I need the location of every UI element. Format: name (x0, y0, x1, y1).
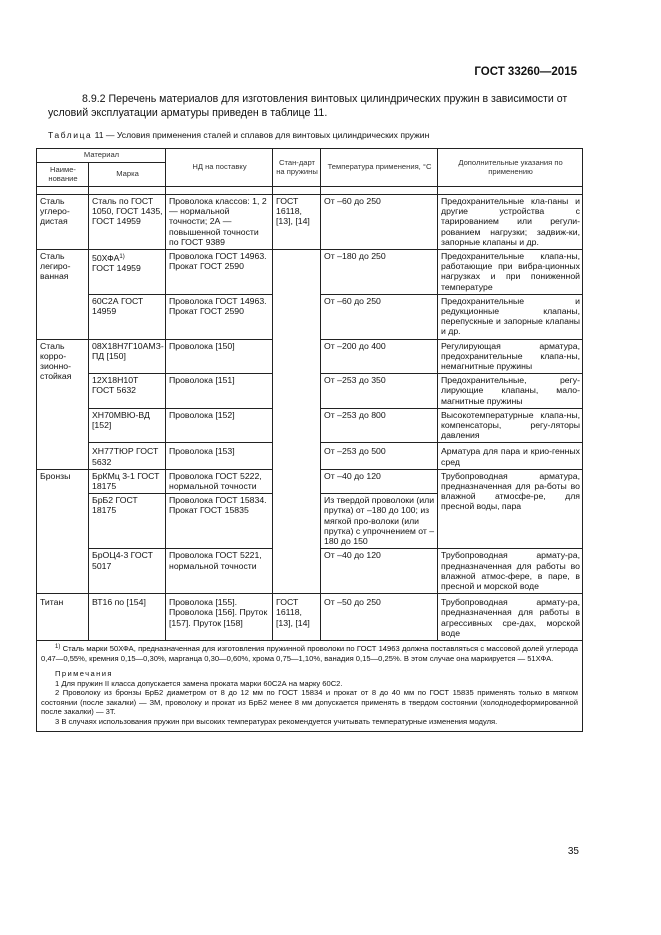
col-name-header: Наиме-нование (37, 163, 89, 187)
cell-standard: ГОСТ 16118, [13], [14] (273, 594, 321, 641)
note-item: 3 В случаях использования пружин при высоких температурах рекомендуется учитывать температурные изменения модуля. (55, 717, 498, 727)
cell-grade: 12Х18Н10Т ГОСТ 5632 (89, 374, 166, 409)
cell-temperature: От –253 до 800 (321, 408, 438, 443)
cell-extra: Предохранительные кла-паны и другие устройства с тарированием или регули-рованием нагрузки; задвиж-ки, запорные клапаны и др. (438, 195, 583, 250)
cell-nd: Проволока [152] (166, 408, 273, 443)
notes-heading: Примечания (55, 669, 113, 679)
cell-name: Сталь корро-зионно-стойкая (37, 339, 89, 469)
footnote-mark: 1) (119, 254, 125, 261)
cell-grade: 60С2А ГОСТ 14959 (89, 294, 166, 339)
footnote (41, 644, 578, 663)
cell-temperature: От –40 до 120 (321, 549, 438, 594)
cell-temperature: Из твердой проволоки (или прутка) от –180 до 100; из мягкой про-волоки (или прутка) с упрочнением от –180 до 150 (321, 494, 438, 549)
cell-grade: ХН77ТЮР ГОСТ 5632 (89, 443, 166, 469)
table-row (37, 195, 583, 250)
footnote-mark: 1) (55, 643, 61, 650)
cell-extra: Регулирующая арматура, предохранительные клапа-ны, немагнитные пружины (438, 339, 583, 374)
cell-nd: Проволока классов: 1, 2 — нормальной точности; 2А — повышенной точности по ГОСТ 9389 (166, 195, 273, 250)
cell-grade: ВТ16 по [154] (89, 594, 166, 641)
cell-grade: 08Х18Н7Г10АМЗ-ПД [150] (89, 339, 166, 374)
note-item: 2 Проволоку из бронзы БрБ2 диаметром от 8 до 12 мм по ГОСТ 15834 и прокат от 8 до 40 мм по ГОСТ 15835 применять только в мягком состоянии (после закалки) — ЗМ, проволоку и прокат из БрБ2 менее 8 мм допускается применять в твердом состоянии (холоднодеформированной после закалки) — 3Т. (41, 688, 579, 717)
table-caption-label: Таблица (48, 130, 93, 140)
cell-extra: Трубопроводная армату-ра, предназначенная для работы во влажной атмос-фере, в паре, в пресной и морской воде (438, 549, 583, 594)
cell-grade (89, 250, 166, 295)
grade-text: 50ХФА (92, 253, 120, 264)
col-temperature-header: Температура применения, °С (321, 149, 438, 187)
cell-extra: Трубопроводная арматура, предназначенная для ра-боты во влажной атмосфе-ре, для пресной воды, пара (438, 469, 583, 548)
document-code: ГОСТ 33260—2015 (474, 66, 577, 78)
cell-temperature: От –50 до 250 (321, 594, 438, 641)
cell-standard: ГОСТ 16118, [13], [14] (273, 195, 321, 250)
cell-extra: Трубопроводная армату-ра, предназначенная для работы в агрессивных сре-дах, морской воде (438, 594, 583, 641)
cell-extra: Предохранительные и редукционные клапаны, перепускные и запорные клапаны и др. (438, 294, 583, 339)
cell-nd: Проволока ГОСТ 5222, нормальной точности (166, 469, 273, 493)
grade-standard: ГОСТ 14959 (92, 263, 141, 274)
col-standard-header: Стан-дарт на пружины (273, 149, 321, 187)
cell-name: Бронзы (37, 469, 89, 593)
cell-temperature: От –40 до 120 (321, 469, 438, 493)
table-spacer-row (37, 187, 583, 195)
cell-nd: Проволока ГОСТ 14963. Прокат ГОСТ 2590 (166, 294, 273, 339)
cell-grade: БрКМц 3-1 ГОСТ 18175 (89, 469, 166, 493)
cell-extra: Арматура для пара и крио-генных сред (438, 443, 583, 469)
cell-temperature: От –180 до 250 (321, 250, 438, 295)
cell-standard (273, 250, 321, 594)
cell-nd: Проволока ГОСТ 5221, нормальной точности (166, 549, 273, 594)
note-item: 1 Для пружин II класса допускается замена проката марки 60С2А на марку 60С2. (55, 678, 343, 688)
cell-nd: Проволока ГОСТ 14963. Прокат ГОСТ 2590 (166, 250, 273, 295)
cell-temperature: От –60 до 250 (321, 294, 438, 339)
cell-nd: Проволока [155]. Проволока [156]. Пруток [157]. Пруток [158] (166, 594, 273, 641)
cell-nd: Проволока [151] (166, 374, 273, 409)
table-row (37, 594, 583, 641)
cell-grade: Сталь по ГОСТ 1050, ГОСТ 1435, ГОСТ 14959 (89, 195, 166, 250)
table-caption (48, 130, 429, 140)
col-grade-header: Марка (89, 163, 166, 187)
page-number: 35 (567, 846, 579, 857)
cell-temperature: От –253 до 350 (321, 374, 438, 409)
table-caption-text: 11 — Условия применения сталей и сплавов для винтовых цилиндрических пружин (94, 130, 430, 140)
table-row (37, 250, 583, 295)
cell-temperature: От –60 до 250 (321, 195, 438, 250)
cell-extra: Высокотемпературные клапа-ны, компенсаторы, регу-ляторы давления (438, 408, 583, 443)
cell-grade: БрОЦ4-3 ГОСТ 5017 (89, 549, 166, 594)
table-footer (37, 640, 583, 731)
intro-paragraph: 8.9.2 Перечень материалов для изготовления винтовых цилиндрических пружин в зависимости от условий эксплуатации арматуры приведен в таблице 11. (48, 93, 568, 119)
col-extra-header: Дополнительные указания по применению (438, 149, 583, 187)
cell-nd: Проволока ГОСТ 15834. Прокат ГОСТ 15835 (166, 494, 273, 549)
cell-name: Титан (37, 594, 89, 641)
cell-nd: Проволока [153] (166, 443, 273, 469)
cell-extra: Предохранительные клапа-ны, работающие при вибра-ционных нагрузках и при пониженной температуре (438, 250, 583, 295)
col-nd-header: НД на поставку (166, 149, 273, 187)
cell-grade: ХН70МВЮ-ВД [152] (89, 408, 166, 443)
cell-nd: Проволока [150] (166, 339, 273, 374)
cell-name: Сталь углеро-дистая (37, 195, 89, 250)
cell-extra: Предохранительные, регу-лирующие клапаны, мало-магнитные пружины (438, 374, 583, 409)
cell-temperature: От –253 до 500 (321, 443, 438, 469)
cell-temperature: От –200 до 400 (321, 339, 438, 374)
footnote-text: Сталь марки 50ХФА, предназначенная для изготовления пружинной проволоки по ГОСТ 14963 должна поставляться с массовой долей углерода 0,47—0,55%, кремния 0,15—0,30%, марганца 0,30—0,60%, хрома 0,75—1,10%, ванадия 0,15—0,25%. В этом случае она маркируется — 51ХФА. (41, 643, 579, 663)
cell-grade: БрБ2 ГОСТ 18175 (89, 494, 166, 549)
col-material-header: Материал (37, 149, 166, 163)
materials-table (36, 148, 583, 732)
table-footer-row (37, 640, 583, 731)
cell-name: Сталь легиро-ванная (37, 250, 89, 340)
table-header-row (37, 149, 583, 163)
